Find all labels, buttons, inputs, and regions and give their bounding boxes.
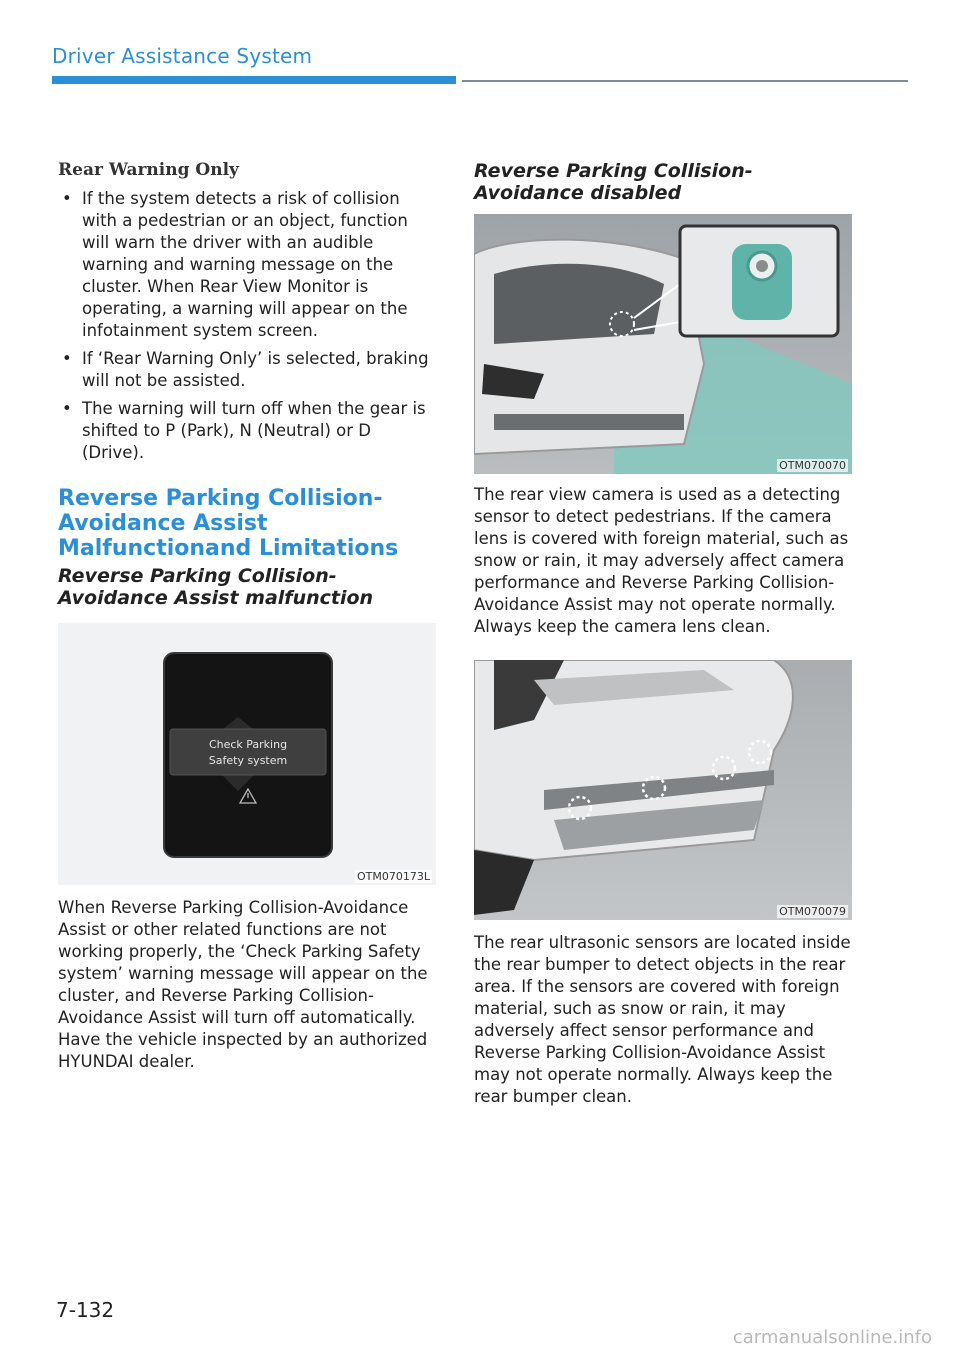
cluster-message-line1: Check Parking — [208, 738, 288, 751]
camera-paragraph: The rear view camera is used as a detecting sensor to detect pedestrians. If the camera lens is covered with foreign material, such as snow or rain, it may adversely affect camera performance and Reverse Parking Collision-Avoidance Assist may not operate normally. Always keep the camera lens clean. — [474, 485, 849, 636]
rear-warning-heading: Rear Warning Only — [58, 160, 239, 180]
camera-figure — [474, 214, 852, 474]
figure-caption: OTM070070 — [779, 459, 846, 472]
section-title: Reverse Parking Collision-Avoidance Assist Malfunctionand Limitations — [58, 486, 399, 561]
header-accent-bar — [52, 76, 456, 84]
malfunction-paragraph: When Reverse Parking Collision-Avoidance Assist or other related functions are not working properly, the ‘Check Parking Safety system’ warning message will appear on the cluster, and Reverse Parking Collision-Avoidance Assist will turn off automatically. Have the vehicle inspected by an authorized HYUNDAI dealer. — [58, 898, 428, 1071]
watermark: carmanualsonline.info — [732, 1327, 932, 1348]
figure-caption: OTM070079 — [779, 905, 846, 918]
header-title: Driver Assistance System — [52, 44, 313, 68]
page-number: 7-132 — [56, 1298, 115, 1322]
header-rule — [462, 80, 908, 82]
list-item: • If the system detects a risk of collision with a pedestrian or an object, function will warn the driver with an audible warning and warning message on the cluster. When Rear View Monitor is operating, a warning will appear on the infotainment system screen. — [58, 188, 436, 342]
cluster-illustration — [58, 623, 436, 885]
left-column — [58, 160, 436, 1073]
rear-warning-list — [58, 188, 436, 464]
figure-caption: OTM070173L — [357, 870, 430, 883]
cluster-message-line2: Safety system — [208, 754, 288, 767]
rear-sensors-illustration — [474, 660, 852, 920]
list-item: • The warning will turn off when the gear is shifted to P (Park), N (Neutral) or D (Drive). — [58, 398, 436, 464]
malfunction-subtitle: Reverse Parking Collision-Avoidance Assist malfunction — [58, 565, 374, 609]
cluster-figure — [58, 623, 436, 885]
right-column — [474, 160, 852, 1108]
sensor-paragraph: The rear ultrasonic sensors are located inside the rear bumper to detect objects in the rear area. If the sensors are covered with foreign material, such as snow or rain, it may adversely affect sensor performance and Reverse Parking Collision-Avoidance Assist may not operate normally. Always keep the rear bumper clean. — [474, 933, 851, 1106]
list-item: • If ‘Rear Warning Only’ is selected, braking will not be assisted. — [58, 348, 436, 392]
sensor-figure — [474, 660, 852, 920]
disabled-subtitle: Reverse Parking Collision-Avoidance disabled — [474, 160, 753, 204]
rear-camera-illustration — [474, 214, 852, 474]
